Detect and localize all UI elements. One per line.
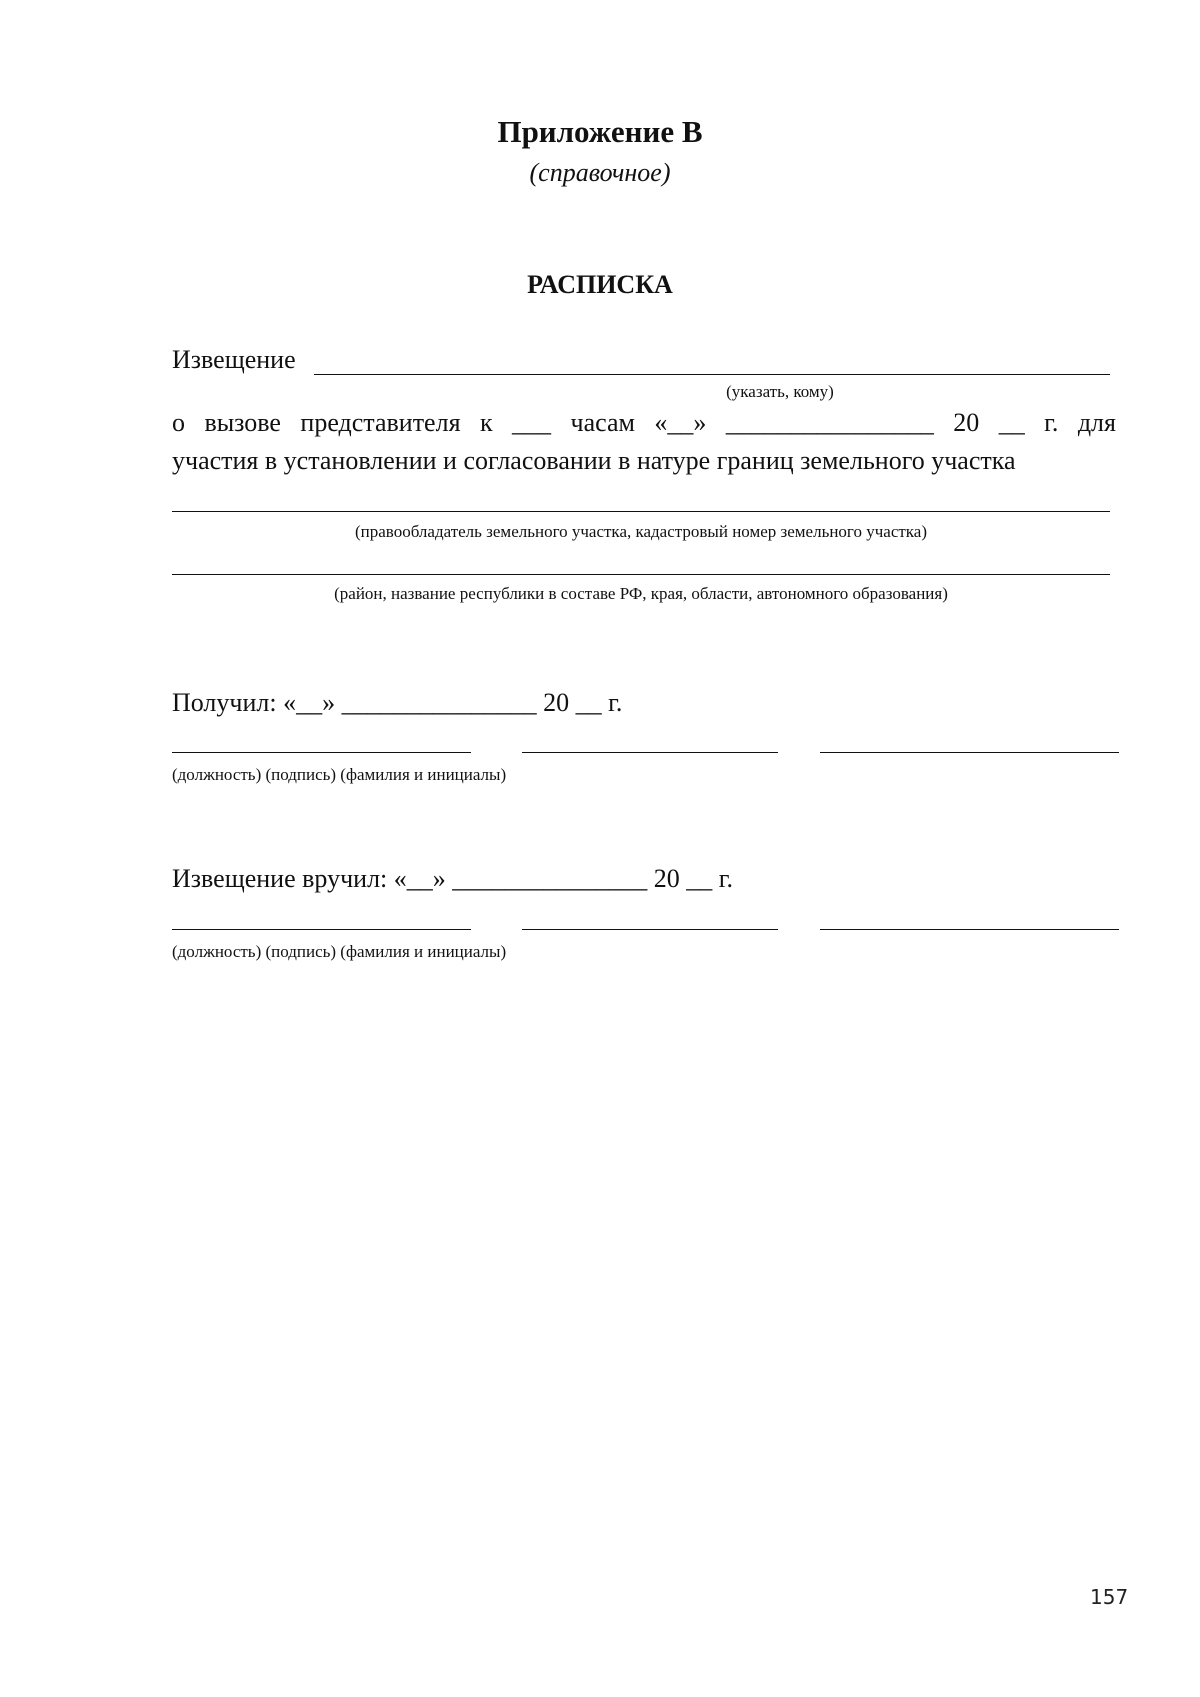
notice-recipient-hint: (указать, кому) bbox=[726, 382, 834, 401]
received-signature-hint: (должность) (подпись) (фамилия и инициалы) bbox=[172, 765, 507, 784]
owner-blank[interactable] bbox=[172, 511, 1110, 512]
delivered-name-blank[interactable] bbox=[820, 929, 1119, 930]
notice-label: Извещение bbox=[172, 345, 296, 374]
received-position-blank[interactable] bbox=[172, 752, 471, 753]
region-blank[interactable] bbox=[172, 574, 1110, 575]
delivered-position-blank[interactable] bbox=[172, 929, 471, 930]
call-line bbox=[172, 408, 1116, 438]
received-name-blank[interactable] bbox=[820, 752, 1119, 753]
delivered-signature-hint: (должность) (подпись) (фамилия и инициалы) bbox=[172, 942, 507, 961]
appendix-subtitle: (справочное) bbox=[529, 158, 671, 187]
delivered-line: Извещение вручил: «__» _______________ 20 __ г. bbox=[172, 864, 733, 893]
owner-hint: (правообладатель земельного участка, кадастровый номер земельного участка) bbox=[354, 522, 928, 541]
received-signature-blank[interactable] bbox=[522, 752, 778, 753]
purpose-line: участия в установлении и согласовании в натуре границ земельного участка bbox=[172, 446, 1016, 475]
appendix-title: Приложение В bbox=[497, 114, 703, 149]
notice-recipient-blank[interactable] bbox=[314, 374, 1110, 375]
call-line-text: о вызове представителя к ___ часам «__» ________________ 20 __ г. для bbox=[172, 408, 1116, 437]
region-hint: (район, название республики в составе РФ, края, области, автономного образования) bbox=[334, 584, 948, 603]
delivered-signature-blank[interactable] bbox=[522, 929, 778, 930]
page-number: 157 bbox=[1090, 1585, 1129, 1609]
received-line: Получил: «__» _______________ 20 __ г. bbox=[172, 688, 623, 717]
document-title: РАСПИСКА bbox=[527, 270, 673, 299]
